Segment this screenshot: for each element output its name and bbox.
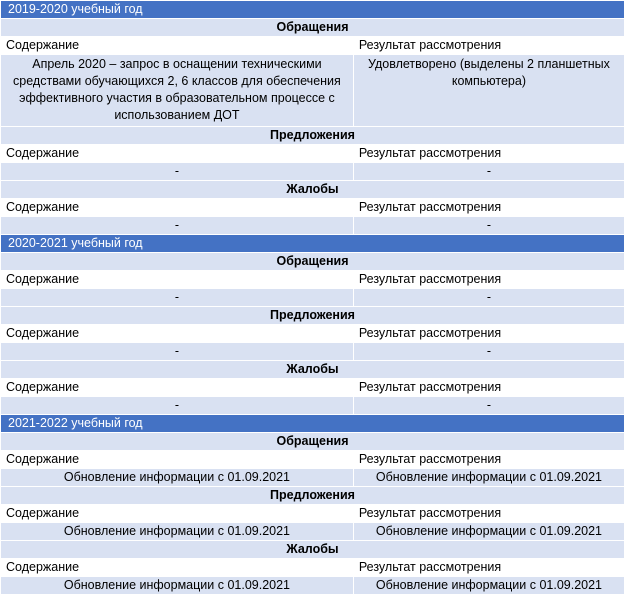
content-column-header: Содержание <box>1 379 354 397</box>
result-column-header: Результат рассмотрения <box>353 199 624 217</box>
content-column-header: Содержание <box>1 325 354 343</box>
section-row <box>1 181 625 199</box>
year-row <box>1 415 625 433</box>
result-cell: - <box>353 397 624 415</box>
content-cell: - <box>1 163 354 181</box>
year-row <box>1 235 625 253</box>
data-row <box>1 469 625 487</box>
content-cell: - <box>1 397 354 415</box>
column-header-row <box>1 559 625 577</box>
result-column-header: Результат рассмотрения <box>353 379 624 397</box>
content-cell: Обновление информации с 01.09.2021 <box>1 469 354 487</box>
section-title: Предложения <box>1 307 625 325</box>
section-row <box>1 361 625 379</box>
section-title: Обращения <box>1 19 625 37</box>
result-column-header: Результат рассмотрения <box>353 145 624 163</box>
column-header-row <box>1 325 625 343</box>
result-column-header: Результат рассмотрения <box>353 37 624 55</box>
content-column-header: Содержание <box>1 451 354 469</box>
data-row <box>1 289 625 307</box>
result-column-header: Результат рассмотрения <box>353 271 624 289</box>
section-row <box>1 487 625 505</box>
section-title: Жалобы <box>1 541 625 559</box>
data-row <box>1 523 625 541</box>
content-cell: Обновление информации с 01.09.2021 <box>1 523 354 541</box>
result-cell: Обновление информации с 01.09.2021 <box>353 523 624 541</box>
content-cell: - <box>1 343 354 361</box>
content-column-header: Содержание <box>1 271 354 289</box>
content-column-header: Содержание <box>1 145 354 163</box>
section-title: Предложения <box>1 487 625 505</box>
year-title: 2019-2020 учебный год <box>1 1 625 19</box>
section-title: Жалобы <box>1 361 625 379</box>
result-column-header: Результат рассмотрения <box>353 559 624 577</box>
column-header-row <box>1 505 625 523</box>
content-cell: Обновление информации с 01.09.2021 <box>1 577 354 595</box>
column-header-row <box>1 145 625 163</box>
column-header-row <box>1 199 625 217</box>
column-header-row <box>1 37 625 55</box>
section-row <box>1 433 625 451</box>
result-cell: Обновление информации с 01.09.2021 <box>353 469 624 487</box>
data-row <box>1 55 625 127</box>
content-column-header: Содержание <box>1 37 354 55</box>
data-row <box>1 397 625 415</box>
column-header-row <box>1 451 625 469</box>
result-column-header: Результат рассмотрения <box>353 325 624 343</box>
data-row <box>1 217 625 235</box>
content-cell: - <box>1 289 354 307</box>
result-cell: - <box>353 217 624 235</box>
data-row <box>1 577 625 595</box>
year-title: 2020-2021 учебный год <box>1 235 625 253</box>
section-title: Предложения <box>1 127 625 145</box>
content-column-header: Содержание <box>1 199 354 217</box>
year-title: 2021-2022 учебный год <box>1 415 625 433</box>
result-cell: - <box>353 289 624 307</box>
content-column-header: Содержание <box>1 505 354 523</box>
result-cell: Удовлетворено (выделены 2 планшетных компьютера) <box>353 55 624 127</box>
year-row <box>1 1 625 19</box>
section-row <box>1 253 625 271</box>
section-title: Обращения <box>1 253 625 271</box>
result-cell: Обновление информации с 01.09.2021 <box>353 577 624 595</box>
section-row <box>1 307 625 325</box>
column-header-row <box>1 271 625 289</box>
content-column-header: Содержание <box>1 559 354 577</box>
section-row <box>1 19 625 37</box>
content-cell: Апрель 2020 – запрос в оснащении техническими средствами обучающихся 2, 6 классов для обеспечения эффективного участия в образовательном процессе с использованием ДОТ <box>1 55 354 127</box>
data-row <box>1 343 625 361</box>
result-column-header: Результат рассмотрения <box>353 505 624 523</box>
result-cell: - <box>353 163 624 181</box>
result-column-header: Результат рассмотрения <box>353 451 624 469</box>
section-row <box>1 127 625 145</box>
column-header-row <box>1 379 625 397</box>
result-cell: - <box>353 343 624 361</box>
content-cell: - <box>1 217 354 235</box>
section-row <box>1 541 625 559</box>
section-title: Жалобы <box>1 181 625 199</box>
data-row <box>1 163 625 181</box>
section-title: Обращения <box>1 433 625 451</box>
